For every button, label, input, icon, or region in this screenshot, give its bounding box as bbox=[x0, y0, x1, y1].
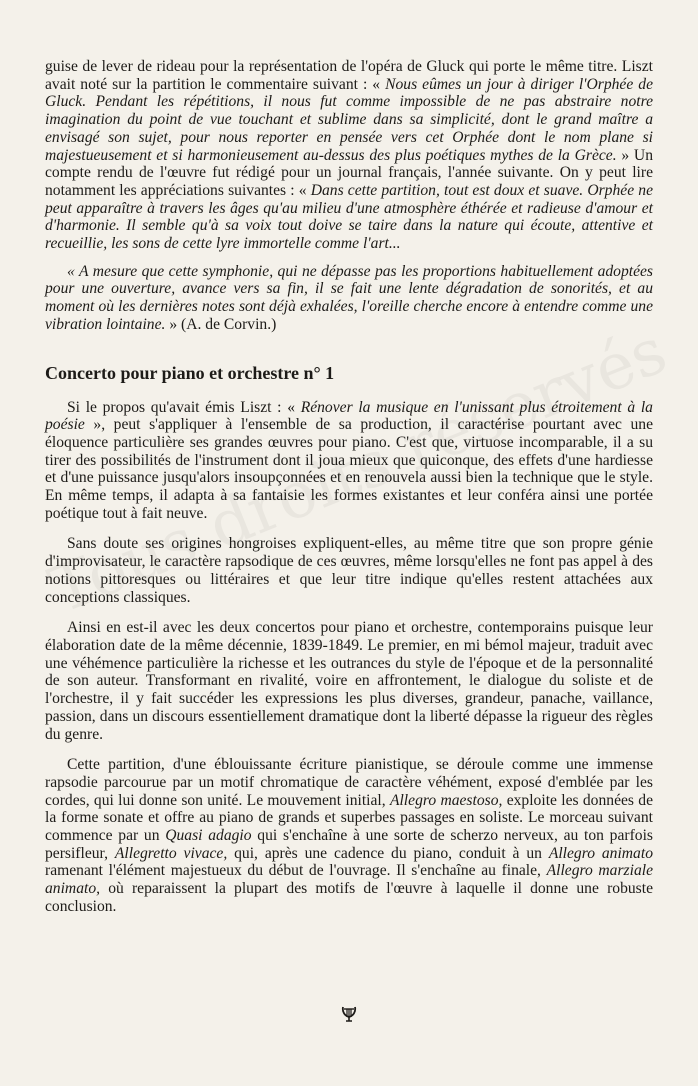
corvin-quote: « A mesure que cette symphonie, qui ne dépasse pas les proportions habituellement adoptées pour une ouverture, avance vers sa fin, il se fait une lente dégradation de sonorités, et au moment où les dernières notes sont déjà exhalées, l'oreille cherche encore à entendre comme une vibration lointaine. bbox=[45, 262, 653, 333]
text-run: », peut s'appliquer à l'ensemble de sa production, il caractérise pourtant avec une éloquence particulière ses grandes œuvres pour piano. C'est que, virtuose incomparable, il a su tirer des possibilités de l'instrument dont il joua mieux que quiconque, des effets d'une hardiesse et d'une puissance jusqu'alors insoupçonnées et en renouvela aussi bien la technique que le style. En même temps, il adapta à sa fantaisie les formes existantes et leur conféra ainsi une portée poétique tout à fait neuve. bbox=[45, 416, 653, 522]
text-run: guise de lever de rideau pour la représentation de l'opéra de Gluck qui porte le même titre. Liszt avait noté sur la partition le commentaire suivant : « bbox=[45, 58, 653, 93]
text-run: qui s'enchaîne à une sorte de scherzo nerveux, au ton parfois persifleur, bbox=[45, 827, 653, 862]
text-run: Si le propos qu'avait émis Liszt : « bbox=[67, 398, 301, 416]
paragraph-liszt-renover bbox=[45, 399, 653, 523]
text-run: ramenant l'élément majestueux du début de l'ouvrage. Il s'enchaîne au finale, bbox=[45, 862, 547, 880]
paragraph-corvin-quote bbox=[45, 263, 653, 334]
tempo-marking: Allegretto vivace, bbox=[114, 844, 228, 862]
paragraph-origines: Sans doute ses origines hongroises expliquent-elles, au même titre que son propre génie d'improvisateur, le caractère rapsodique de ces œuvres, même lorsqu'elles ne font pas appel à des notions pittoresques ou littéraires et que leur titre indique qu'elles restent attachées aux conceptions classiques. bbox=[45, 535, 653, 606]
text-run: exploite les données de la forme sonate et offre au piano de grands et superbes passages en soliste. Le morceau suivant commence par un bbox=[45, 791, 654, 845]
paragraph-concertos: Ainsi en est-il avec les deux concertos pour piano et orchestre, contemporains puisque leur élaboration date de la même décennie, 1839-1849. Le premier, en mi bémol majeur, traduit avec une véhémence particulière la richesse et les outrances du style de l'époque et de la personnalité de son auteur. Transformant en rivalité, voire en affrontement, le dialogue du soliste et de l'orchestre, il y fait succéder les expressions les plus diverses, grandeur, panache, vaillance, passion, dans un discours essentiellement dramatique dont la liberté dépasse la rigueur des règles du genre. bbox=[45, 619, 653, 743]
paragraph-partition bbox=[45, 756, 653, 915]
page-body bbox=[45, 58, 653, 916]
attribution: » (A. de Corvin.) bbox=[165, 315, 277, 333]
text-run: » Un compte rendu de l'œuvre fut rédigé pour un journal français, l'année suivante. On y peut lire notamment les appréciations suivantes : « bbox=[45, 146, 653, 199]
renover-quote: Rénover la musique en l'unissant plus étroitement à la poésie bbox=[45, 398, 653, 434]
review-quote: Dans cette partition, tout est doux et suave. Orphée ne peut apparaître à travers les âges qu'au milieu d'une atmosphère éthérée et radieuse d'amour et d'harmonie. Il semble qu'à sa voix tout doive se taire dans la nature qui écoute, attentive et recueillie, les sons de cette lyre immortelle comme l'art... bbox=[45, 181, 653, 253]
tempo-marking: Allegro marziale animato, bbox=[45, 862, 653, 898]
text-run: où reparaissent la plupart des motifs de l'œuvre à laquelle il donne une robuste conclusion. bbox=[45, 880, 653, 915]
text-run: Cette partition, d'une éblouissante écriture pianistique, se déroule comme une immense rapsodie parcourue par un motif chromatique de caractère véhément, exposé d'emblée par les cordes, qui lui donne son unité. Le mouvement initial, bbox=[45, 756, 653, 809]
tempo-marking: Quasi adagio bbox=[165, 827, 252, 845]
text-run: qui, après une cadence du piano, conduit à un bbox=[227, 844, 549, 862]
paragraph-orphee-intro bbox=[45, 58, 653, 253]
section-heading: Concerto pour piano et orchestre n° 1 bbox=[45, 362, 335, 383]
lyre-ornament-icon bbox=[339, 1004, 359, 1024]
tempo-marking: Allegro maestoso, bbox=[389, 791, 503, 809]
tempo-marking: Allegro animato bbox=[548, 844, 653, 862]
liszt-quote: Nous eûmes un jour à diriger l'Orphée de Gluck. Pendant les répétitions, il nous fut comme impossible de ne pas abstraire notre imagination du point de vue touchant et sublime dans sa simplicité, dont le grand maître a envisagé son sujet, pour nous reporter en pensée vers cet Orphée dont le nom plane si majestueusement et si harmonieusement au-dessus des plus poétiques mythes de la Grèce. bbox=[45, 75, 653, 164]
